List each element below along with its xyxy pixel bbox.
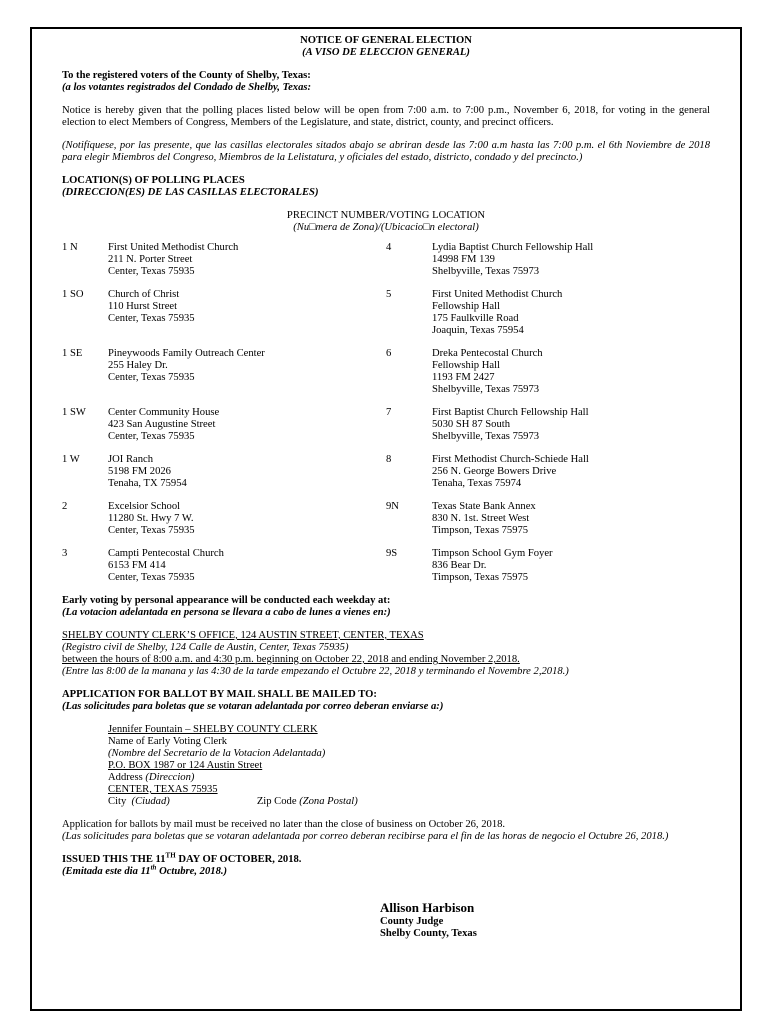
issued-date-es-text: (Emitada este dia 11	[62, 866, 151, 877]
voting-location	[108, 242, 238, 278]
zip-label-es: (Zona Postal)	[299, 796, 358, 807]
location-line: First Methodist Church-Schiede Hall	[432, 454, 589, 465]
location-line: 255 Haley Dr.	[108, 360, 168, 371]
issued-date-sup: TH	[165, 851, 176, 860]
precinct-number: 3	[62, 548, 68, 559]
intro-paragraph-es: (Notifíquese, por las presente, que las casillas electorales sitados abajo se abriran desde las 7:00 a.m hasta las 7:00 p.m. el 6th Noviembre de 2018 para elegir Miembros del Congreso, Miembros de la Lelistatura, y oficiales del estado, districto, condado y del precincto.)	[62, 140, 710, 163]
voting-location	[432, 289, 562, 337]
locations-heading-es: (DIRECCION(ES) DE LAS CASILLAS ELECTORALES)	[62, 187, 319, 198]
precinct-row	[62, 348, 710, 396]
precinct-entry	[386, 242, 710, 278]
location-line: 5198 FM 2026	[108, 466, 171, 477]
location-line: Fellowship Hall	[432, 301, 500, 312]
city-zip-label-line	[108, 796, 710, 808]
location-line: Timpson School Gym Foyer	[432, 548, 553, 559]
precinct-number: 9S	[386, 548, 398, 559]
issued-date-es-sup: th	[150, 863, 157, 872]
precinct-entry	[386, 454, 710, 490]
issued-date-es	[62, 863, 710, 878]
location-line: Center, Texas 75935	[108, 372, 195, 383]
precinct-table-title-es: (Nu□mera de Zona)/(Ubicacio□n electoral)	[293, 222, 479, 233]
location-line: 175 Faulkville Road	[432, 313, 519, 324]
city-label: City	[108, 796, 127, 807]
precinct-number: 1 SW	[62, 407, 86, 418]
notice-title-es: (A VISO DE ELECCION GENERAL)	[302, 47, 470, 58]
location-line: Tenaha, TX 75954	[108, 478, 187, 489]
location-line: 830 N. 1st. Street West	[432, 513, 530, 524]
signature-block	[380, 902, 710, 940]
addressee-es: (a los votantes registrados del Condado de Shelby, Texas:	[62, 82, 312, 93]
issued-date-text: ISSUED THIS THE 11	[62, 854, 166, 865]
clerk-city: CENTER, TEXAS 75935	[108, 784, 218, 795]
location-line: Center, Texas 75935	[108, 525, 195, 536]
precinct-row	[62, 548, 710, 584]
precinct-entry	[62, 289, 386, 337]
location-line: 5030 SH 87 South	[432, 419, 510, 430]
location-line: Campti Pentecostal Church	[108, 548, 224, 559]
precinct-number: 2	[62, 501, 68, 512]
addressee: To the registered voters of the County of Shelby, Texas:	[62, 70, 311, 81]
precinct-entry	[62, 501, 386, 537]
precinct-number: 1 SE	[62, 348, 83, 359]
precinct-number: 4	[386, 242, 392, 253]
precinct-entry	[62, 407, 386, 443]
location-line: Shelbyville, Texas 75973	[432, 266, 540, 277]
election-notice	[62, 35, 710, 940]
precinct-entry	[386, 348, 710, 396]
location-line: 423 San Augustine Street	[108, 419, 216, 430]
precinct-number: 1 W	[62, 454, 80, 465]
address-label: Address	[108, 772, 143, 783]
location-line: 11280 St. Hwy 7 W.	[108, 513, 194, 524]
precinct-number: 8	[386, 454, 392, 465]
precinct-row	[62, 289, 710, 337]
location-line: Texas State Bank Annex	[432, 501, 536, 512]
issued-date-es-text-end: Octubre, 2018.)	[156, 866, 228, 877]
clerk-name: Jennifer Fountain – SHELBY COUNTY CLERK	[108, 724, 318, 735]
precinct-number: 5	[386, 289, 392, 300]
mail-ballot-heading-es: (Las solicitudes para boletas que se votaran adelantada por correo deberan enviarse a:)	[62, 701, 444, 712]
precinct-entry	[62, 454, 386, 490]
precinct-entry	[386, 501, 710, 537]
zip-label: Zip Code	[256, 796, 297, 807]
precinct-number: 1 N	[62, 242, 78, 253]
issued-date-text-end: DAY OF OCTOBER, 2018.	[175, 854, 302, 865]
voting-location	[108, 548, 224, 584]
precinct-table-title: PRECINCT NUMBER/VOTING LOCATION	[286, 210, 486, 221]
voting-location	[108, 407, 219, 443]
location-line: 1193 FM 2427	[432, 372, 495, 383]
locations-heading: LOCATION(S) OF POLLING PLACES	[62, 175, 245, 186]
voting-location	[108, 289, 195, 337]
precinct-entry	[386, 407, 710, 443]
location-line: 14998 FM 139	[432, 254, 495, 265]
location-line: Center, Texas 75935	[108, 572, 195, 583]
issued-date	[62, 851, 710, 866]
location-line: Timpson, Texas 75975	[432, 525, 529, 536]
early-voting-office: SHELBY COUNTY CLERK’S OFFICE, 124 AUSTIN STREET, CENTER, TEXAS	[62, 630, 424, 641]
precinct-entry	[62, 348, 386, 396]
precinct-number: 7	[386, 407, 392, 418]
city-label-es: (Ciudad)	[131, 796, 170, 807]
voting-location	[432, 548, 553, 584]
precinct-row	[62, 407, 710, 443]
precinct-entry	[62, 242, 386, 278]
address-label-es: (Direccion)	[145, 772, 195, 783]
voting-location	[432, 348, 543, 396]
clerk-address: P.O. BOX 1987 or 124 Austin Street	[108, 760, 263, 771]
precinct-number: 9N	[386, 501, 399, 512]
location-line: Joaquin, Texas 75954	[432, 325, 524, 336]
location-line: Lydia Baptist Church Fellowship Hall	[432, 242, 594, 253]
location-line: Center, Texas 75935	[108, 431, 195, 442]
location-line: Church of Christ	[108, 289, 180, 300]
precinct-row	[62, 501, 710, 537]
voting-location	[108, 348, 265, 396]
mail-deadline: Application for ballots by mail must be received no later than the close of business on October 26, 2018.	[62, 819, 506, 830]
location-line: Fellowship Hall	[432, 360, 500, 371]
signer-county: Shelby County, Texas	[380, 928, 477, 939]
mail-ballot-heading: APPLICATION FOR BALLOT BY MAIL SHALL BE MAILED TO:	[62, 689, 377, 700]
voting-location	[108, 501, 195, 537]
location-line: Pineywoods Family Outreach Center	[108, 348, 265, 359]
location-line: First Baptist Church Fellowship Hall	[432, 407, 589, 418]
precinct-entry	[386, 289, 710, 337]
signer-title: County Judge	[380, 916, 444, 927]
location-line: 836 Bear Dr.	[432, 560, 487, 571]
early-voting-heading-es: (La votacion adelantada en persona se llevara a cabo de lunes a vienes en:)	[62, 607, 391, 618]
voting-location	[432, 407, 589, 443]
location-line: First United Methodist Church	[432, 289, 563, 300]
location-line: Shelbyville, Texas 75973	[432, 384, 540, 395]
voting-location	[108, 454, 187, 490]
voting-location	[432, 454, 589, 490]
early-voting-hours-es: (Entre las 8:00 de la manana y las 4:30 de la tarde empezando el Octubre 22, 2018 y terminando el Novembre 2,2018.)	[62, 666, 569, 677]
location-line: Excelsior School	[108, 501, 181, 512]
intro-paragraph: Notice is hereby given that the polling places listed below will be open from 7:00 a.m. to 7:00 p.m., November 6, 2018, for voting in the general election to elect Members of Congress, Members of the Legislature, and state, district, county, and precinct officers.	[62, 105, 710, 128]
precinct-row	[62, 242, 710, 278]
location-line: Shelbyville, Texas 75973	[432, 431, 540, 442]
clerk-address-block	[108, 724, 710, 808]
location-line: Timpson, Texas 75975	[432, 572, 529, 583]
location-line: First United Methodist Church	[108, 242, 239, 253]
location-line: Dreka Pentecostal Church	[432, 348, 543, 359]
voting-location	[432, 501, 536, 537]
location-line: 211 N. Porter Street	[108, 254, 193, 265]
precinct-entry	[386, 548, 710, 584]
early-voting-heading: Early voting by personal appearance will be conducted each weekday at:	[62, 595, 391, 606]
precinct-list	[62, 242, 710, 584]
precinct-number: 6	[386, 348, 392, 359]
clerk-label: Name of Early Voting Clerk	[108, 736, 228, 747]
location-line: Tenaha, Texas 75974	[432, 478, 522, 489]
location-line: Center Community House	[108, 407, 220, 418]
precinct-row	[62, 454, 710, 490]
notice-title: NOTICE OF GENERAL ELECTION	[300, 35, 472, 46]
location-line: 256 N. George Bowers Drive	[432, 466, 557, 477]
address-label-line	[108, 772, 710, 784]
early-voting-hours: between the hours of 8:00 a.m. and 4:30 p.m. beginning on October 22, 2018 and ending November 2,2018.	[62, 654, 520, 665]
mail-deadline-es: (Las solicitudes para boletas que se votaran adelantada por correo deberan recibirse para el fin de las horas de negocio el Octubre 26, 2018.)	[62, 831, 669, 842]
location-line: 110 Hurst Street	[108, 301, 178, 312]
signer-name: Allison Harbison	[380, 900, 475, 915]
early-voting-office-es: (Registro civil de Shelby, 124 Calle de Austin, Center, Texas 75935)	[62, 642, 349, 653]
voting-location	[432, 242, 593, 278]
location-line: JOI Ranch	[108, 454, 154, 465]
location-line: Center, Texas 75935	[108, 266, 195, 277]
clerk-label-es: (Nombre del Secretario de la Votacion Adelantada)	[108, 748, 326, 759]
location-line: 6153 FM 414	[108, 560, 166, 571]
location-line: Center, Texas 75935	[108, 313, 195, 324]
precinct-number: 1 SO	[62, 289, 84, 300]
precinct-entry	[62, 548, 386, 584]
